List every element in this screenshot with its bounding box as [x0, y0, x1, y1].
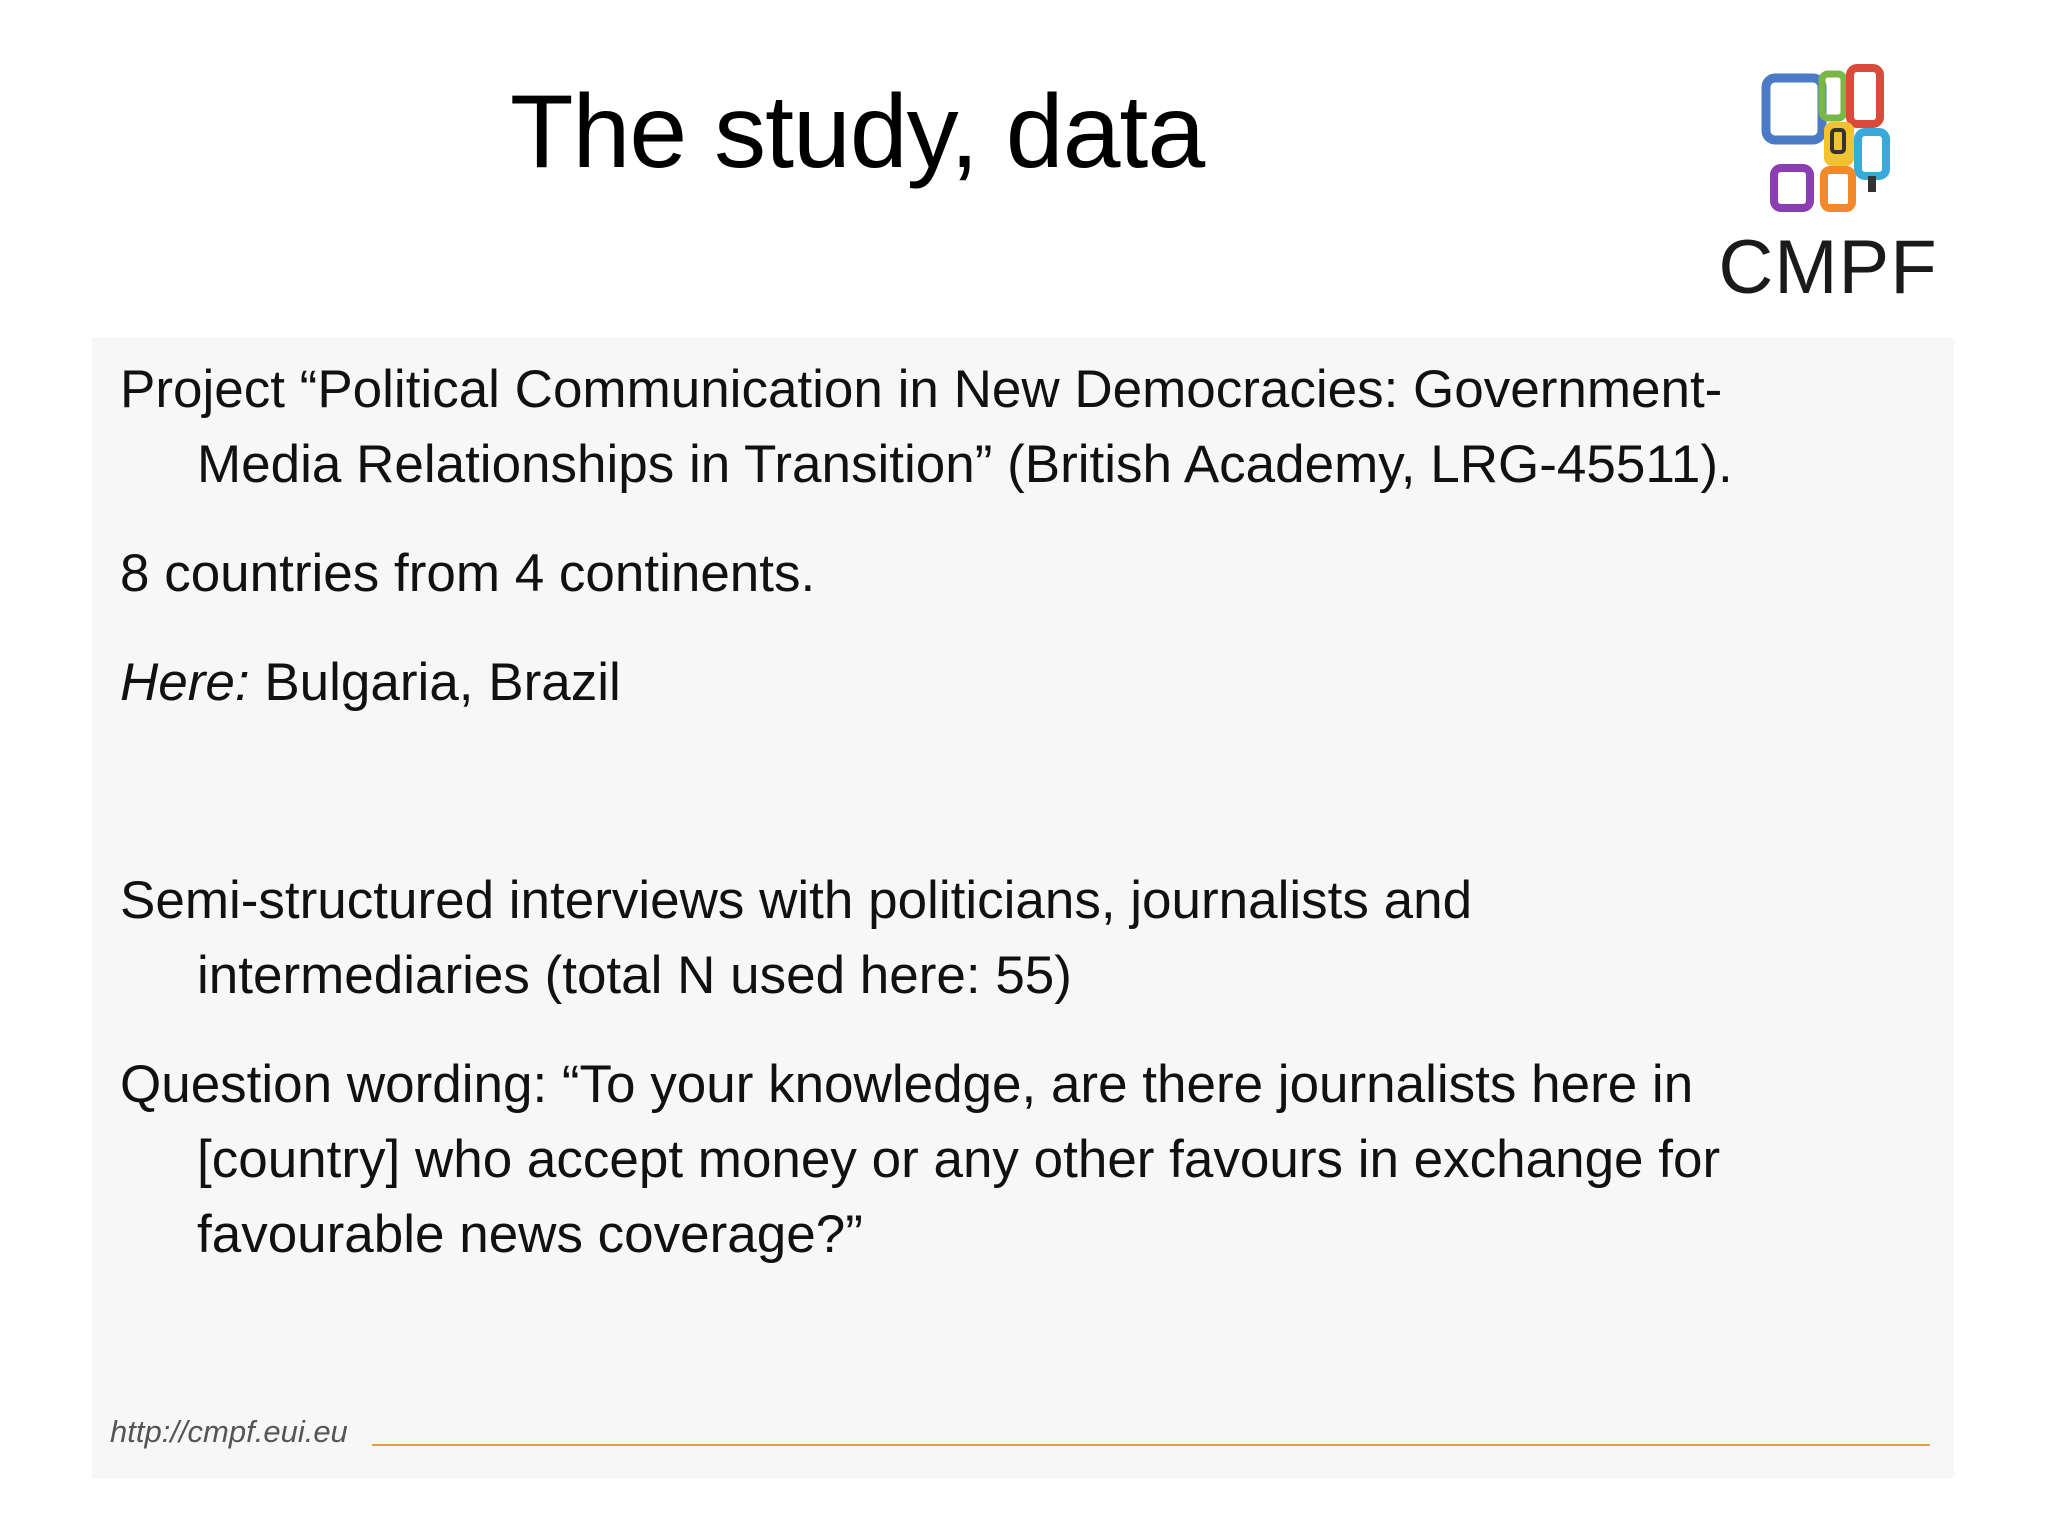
here-paragraph: [120, 645, 1900, 720]
here-countries: Bulgaria, Brazil: [249, 653, 621, 712]
interviews-line-1: Semi-structured interviews with politicians, journalists and: [120, 871, 1473, 930]
cmpf-logo: [1718, 58, 1938, 308]
question-line-3: favourable news coverage?”: [197, 1205, 863, 1264]
interviews-paragraph: [120, 863, 1900, 1013]
slide-title: The study, data: [510, 74, 1205, 190]
project-paragraph: [120, 352, 1900, 502]
footer-url-link[interactable]: http://cmpf.eui.eu: [110, 1414, 348, 1449]
cmpf-logo-mark: [1718, 58, 1938, 228]
here-line: [120, 645, 1900, 720]
countries-line: 8 countries from 4 continents.: [120, 544, 816, 603]
question-line-2: [country] who accept money or any other favours in exchange for: [197, 1130, 1721, 1189]
project-line-1: Project “Political Communication in New Democracies: Government-: [120, 360, 1723, 419]
cmpf-logo-text: CMPF: [1718, 225, 1938, 310]
countries-paragraph: [120, 536, 1900, 611]
question-line-1: Question wording: “To your knowledge, are there journalists here in: [120, 1055, 1694, 1114]
question-paragraph: [120, 1047, 1900, 1272]
project-line-2: Media Relationships in Transition” (British Academy, LRG-45511).: [197, 435, 1733, 494]
here-lead: Here:: [120, 653, 250, 712]
footer-divider: [372, 1444, 1930, 1446]
interviews-line-2: intermediaries (total N used here: 55): [197, 946, 1072, 1005]
